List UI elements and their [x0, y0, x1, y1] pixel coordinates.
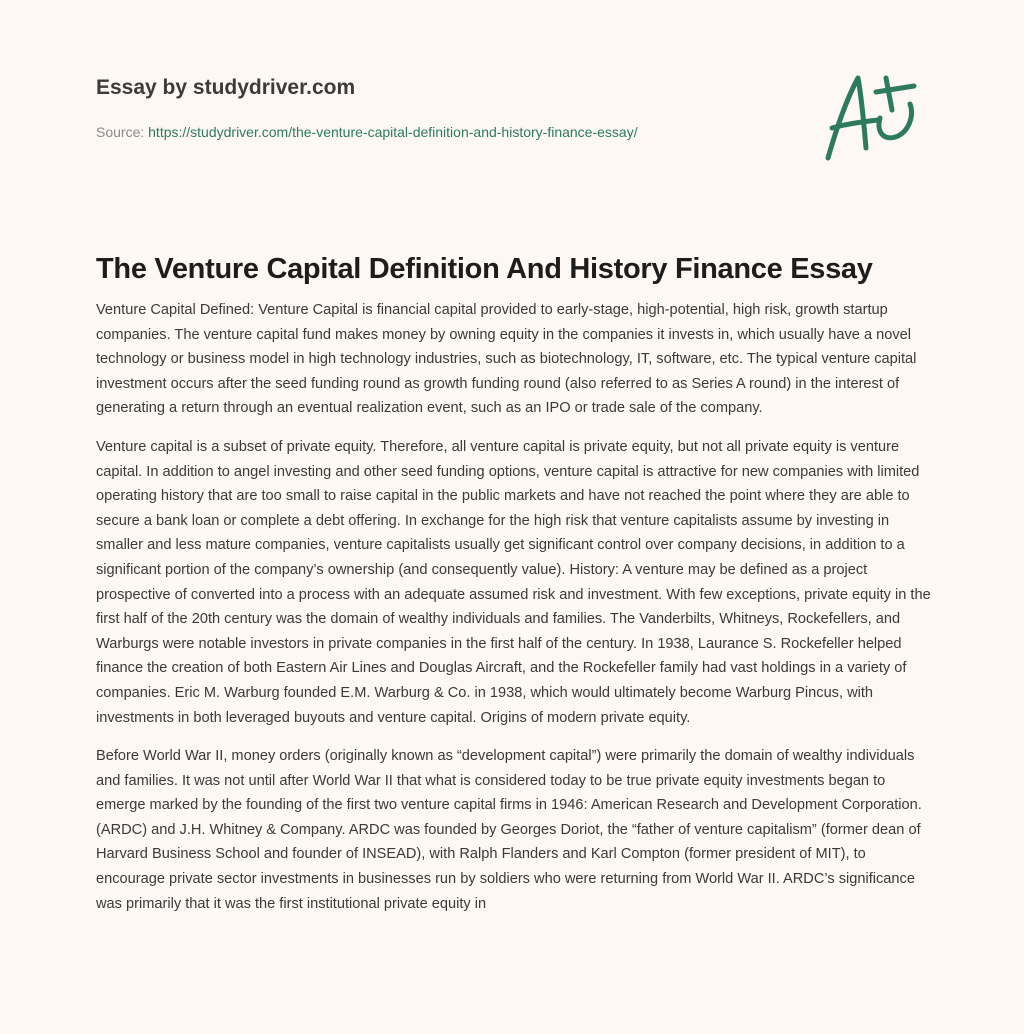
page-header — [96, 76, 638, 140]
source-link[interactable]: https://studydriver.com/the-venture-capital-definition-and-history-finance-essay/ — [148, 124, 638, 140]
source-label: Source: — [96, 124, 145, 140]
paragraph: Before World War II, money orders (originally known as “development capital”) were primarily the domain of wealthy individuals and families. It was not until after World War II that what is considered today to be true private equity investments began to emerge marked by the founding of the first two venture capital firms in 1946: American Research and Development Corporation. (ARDC) and J.H. Whitney & Company. ARDC was founded by Georges Doriot, the “father of venture capitalism” (former dean of Harvard Business School and founder of INSEAD), with Ralph Flanders and Karl Compton (former president of MIT), to encourage private sector investments in businesses run by soldiers who were returning from World War II. ARDC’s significance was primarily that it was the first institutional private equity in — [96, 748, 922, 912]
paragraph: Venture capital is a subset of private equity. Therefore, all venture capital is private equity, but not all private equity is venture capital. In addition to angel investing and other seed funding options, venture capital is attractive for new companies with limited operating history that are too small to raise capital in the public markets and have not reached the point where they are able to secure a bank loan or complete a debt offering. In exchange for the high risk that venture capitalists assume by investing in smaller and less mature companies, venture capitalists usually get significant control over company decisions, in addition to a significant portion of the company’s ownership (and consequently value). History: A venture may be defined as a project prospective of converted into a process with an adequate assumed risk and investment. With few exceptions, private equity in the first half of the 20th century was the domain of wealthy individuals and families. The Vanderbilts, Whitneys, Rockefellers, and Warburgs were notable investors in private companies in the first half of the century. In 1938, Laurance S. Rockefeller helped finance the creation of both Eastern Air Lines and Douglas Aircraft, and the Rockefeller family had vast holdings in a variety of companies. Eric M. Warburg founded E.M. Warburg & Co. in 1938, which would ultimately become Warburg Pincus, with investments in both leveraged buyouts and venture capital. Origins of modern private equity. — [96, 438, 931, 726]
source-line — [96, 124, 638, 140]
article-body — [96, 298, 936, 930]
site-title: Essay by studydriver.com — [96, 76, 356, 99]
paragraph: Venture Capital Defined: Venture Capital is financial capital provided to early-stage, high-potential, high risk, growth startup companies. The venture capital fund makes money by owning equity in the companies it invests in, which usually have a novel technology or business model in high technology industries, such as biotechnology, IT, software, etc. The typical venture capital investment occurs after the seed funding round as growth funding round (also referred to as Series A round) in the interest of generating a return through an eventual realization event, such as an IPO or trade sale of the company. — [96, 302, 917, 417]
article-title: The Venture Capital Definition And History Finance Essay — [96, 253, 873, 285]
a-plus-logo-icon — [818, 70, 928, 165]
